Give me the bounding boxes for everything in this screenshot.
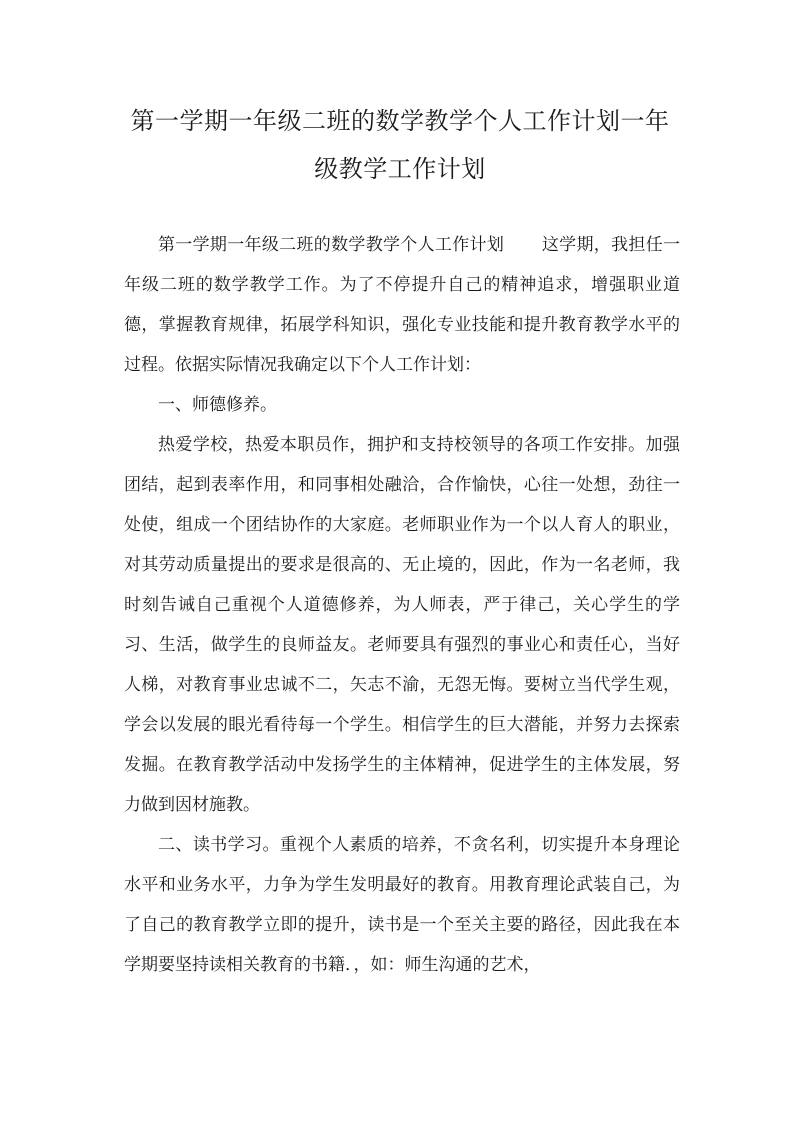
intro-heading: 第一学期一年级二班的数学教学个人工作计划: [158, 235, 505, 255]
document-title: [120, 97, 680, 193]
title-line-2: 级教学工作计划: [314, 155, 486, 183]
document-body: [124, 225, 680, 985]
title-line-1: 第一学期一年级二班的数学教学个人工作计划一年: [130, 107, 670, 135]
intro-text: 这学期，我担任一年级二班的数学教学工作。为了不停提升自己的精神追求，增强职业道德，掌握教育规律，拓展学科知识，强化专业技能和提升教育教学水平的过程。依据实际情况我确定以下个人工作计划：: [124, 235, 681, 375]
section-1-paragraph: 热爱学校，热爱本职员作，拥护和支持校领导的各项工作安排。加强团结，起到表率作用，和同事相处融洽，合作愉快，心往一处想，劲往一处使，组成一个团结协作的大家庭。老师职业作为一个以人育人的职业，对其劳动质量提出的要求是很高的、无止境的，因此，作为一名老师，我时刻告诫自己重视个人道德修养，为人师表，严于律己，关心学生的学习、生活，做学生的良师益友。老师要具有强烈的事业心和责任心，当好人梯，对教育事业忠诚不二，矢志不渝，无怨无悔。要树立当代学生观，学会以发展的眼光看待每一个学生。相信学生的巨大潜能，并努力去探索发掘。在教育教学活动中发扬学生的主体精神，促进学生的主体发展，努力做到因材施教。: [124, 435, 680, 815]
section-1-heading: 一、师德修养。: [158, 395, 277, 415]
section-2-paragraph: 二、读书学习。重视个人素质的培养，不贪名利，切实提升本身理论水平和业务水平，力争为学生发明最好的教育。用教育理论武装自己，为了自己的教育教学立即的提升，读书是一个至关主要的路径，因此我在本学期要坚持读相关教育的书籍．，如：师生沟通的艺术，: [124, 835, 680, 975]
intro-paragraph: [124, 225, 680, 385]
